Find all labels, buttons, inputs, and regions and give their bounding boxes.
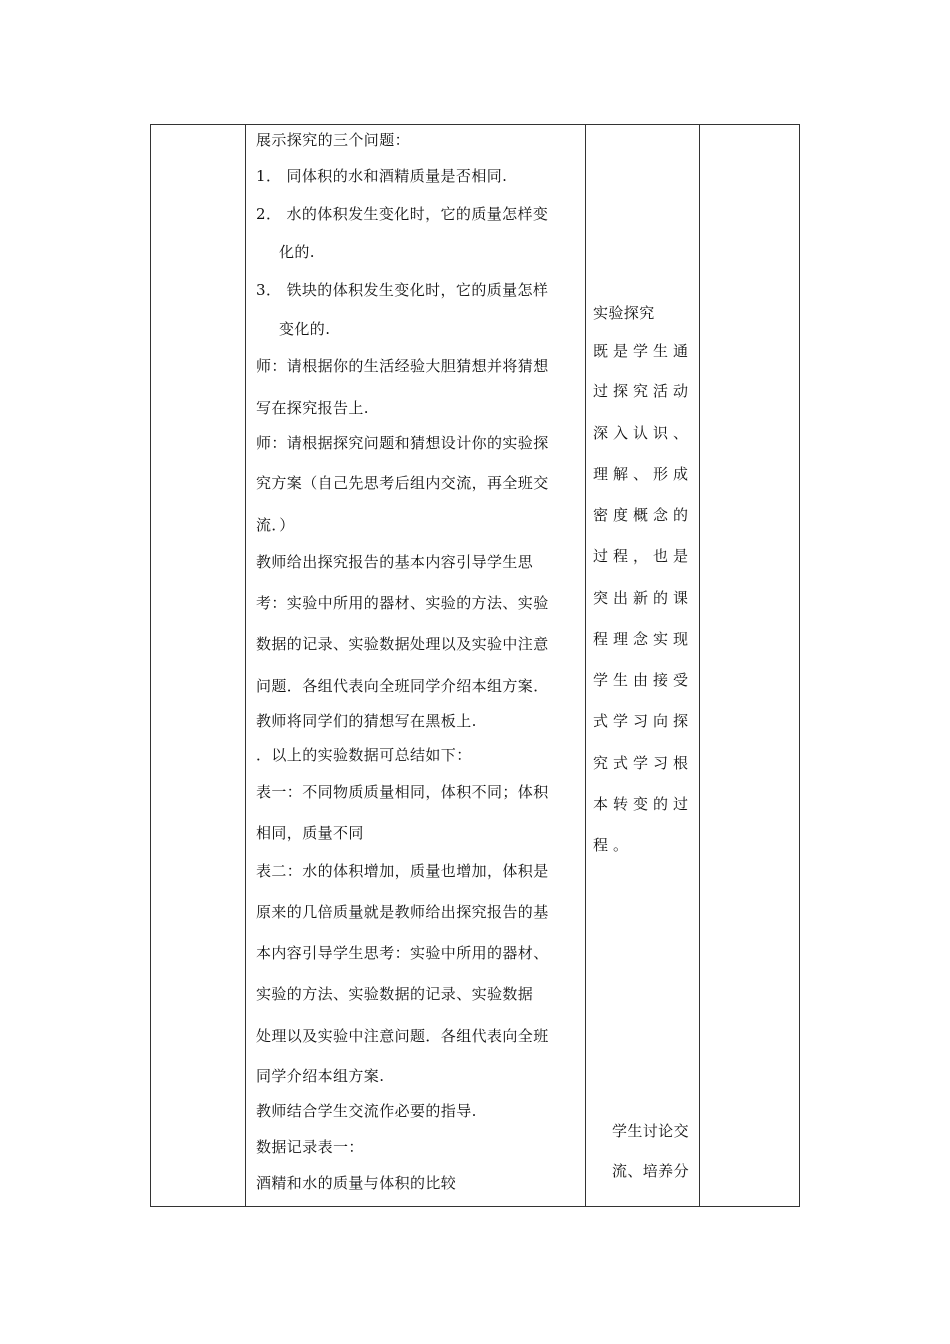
text-line: ．以上的实验数据可总结如下：: [256, 746, 472, 764]
text-line: 表二：水的体积增加，质量也增加，体积是: [256, 862, 549, 880]
note-line: 程。: [593, 836, 634, 854]
column-divider-2: [585, 125, 586, 1206]
note-line: 究式学习根: [593, 754, 694, 772]
text-line: 究方案（自己先思考后组内交流，再全班交: [256, 474, 549, 492]
note-line: 式学习向探: [593, 712, 694, 730]
text-line: 表一：不同物质质量相同，体积不同；体积: [256, 783, 549, 801]
note-line: 深入认识、: [593, 424, 694, 442]
note-line: 既是学生通: [593, 342, 694, 360]
text-line: 化的.: [279, 243, 315, 261]
note-bottom-line: 学生讨论交: [611, 1122, 689, 1140]
text-line: 教师将同学们的猜想写在黑板上.: [256, 712, 477, 730]
text-line: 本内容引导学生思考：实验中所用的器材、: [256, 944, 549, 962]
text-line: 原来的几倍质量就是教师给出探究报告的基: [256, 903, 549, 921]
text-line: 考：实验中所用的器材、实验的方法、实验: [256, 594, 549, 612]
note-line: 过探究活动: [593, 382, 694, 400]
note-line: 理解、形成: [593, 465, 694, 483]
text-line: 变化的.: [279, 320, 331, 338]
text-line: 教师结合学生交流作必要的指导.: [256, 1102, 477, 1120]
note-line: 程理念实现: [593, 630, 694, 648]
text-line: 相同，质量不同: [256, 824, 364, 842]
text-line: 教师给出探究报告的基本内容引导学生思: [256, 553, 534, 571]
lesson-table: [150, 124, 800, 1207]
text-line: 3． 铁块的体积发生变化时，它的质量怎样: [256, 281, 549, 299]
note-line: 突出新的课: [593, 589, 694, 607]
text-line: 处理以及实验中注意问题．各组代表向全班: [256, 1027, 549, 1045]
text-line: 1． 同体积的水和酒精质量是否相同.: [256, 167, 508, 185]
text-line: 2． 水的体积发生变化时，它的质量怎样变: [256, 205, 549, 223]
column-divider-1: [245, 125, 246, 1206]
text-line: 流．）: [256, 516, 295, 534]
note-line: 密度概念的: [593, 506, 694, 524]
text-line: 同学介绍本组方案.: [256, 1067, 385, 1085]
note-line: 实验探究: [593, 304, 655, 322]
text-line: 写在探究报告上.: [256, 399, 369, 417]
note-bottom-line: 流、培养分: [611, 1162, 689, 1180]
text-line: 师：请根据你的生活经验大胆猜想并将猜想: [256, 357, 549, 375]
text-line: 数据记录表一：: [256, 1138, 364, 1156]
text-line: 展示探究的三个问题：: [256, 131, 411, 149]
note-line: 学生由接受: [593, 671, 694, 689]
column-divider-3: [699, 125, 700, 1206]
text-line: 师：请根据探究问题和猜想设计你的实验探: [256, 434, 549, 452]
text-line: 数据的记录、实验数据处理以及实验中注意: [256, 635, 549, 653]
text-line: 问题．各组代表向全班同学介绍本组方案．: [256, 677, 549, 695]
text-line: 实验的方法、实验数据的记录、实验数据: [256, 985, 534, 1003]
text-line: 酒精和水的质量与体积的比较: [256, 1174, 457, 1192]
note-line: 过程，也是: [593, 547, 694, 565]
note-line: 本转变的过: [593, 795, 694, 813]
